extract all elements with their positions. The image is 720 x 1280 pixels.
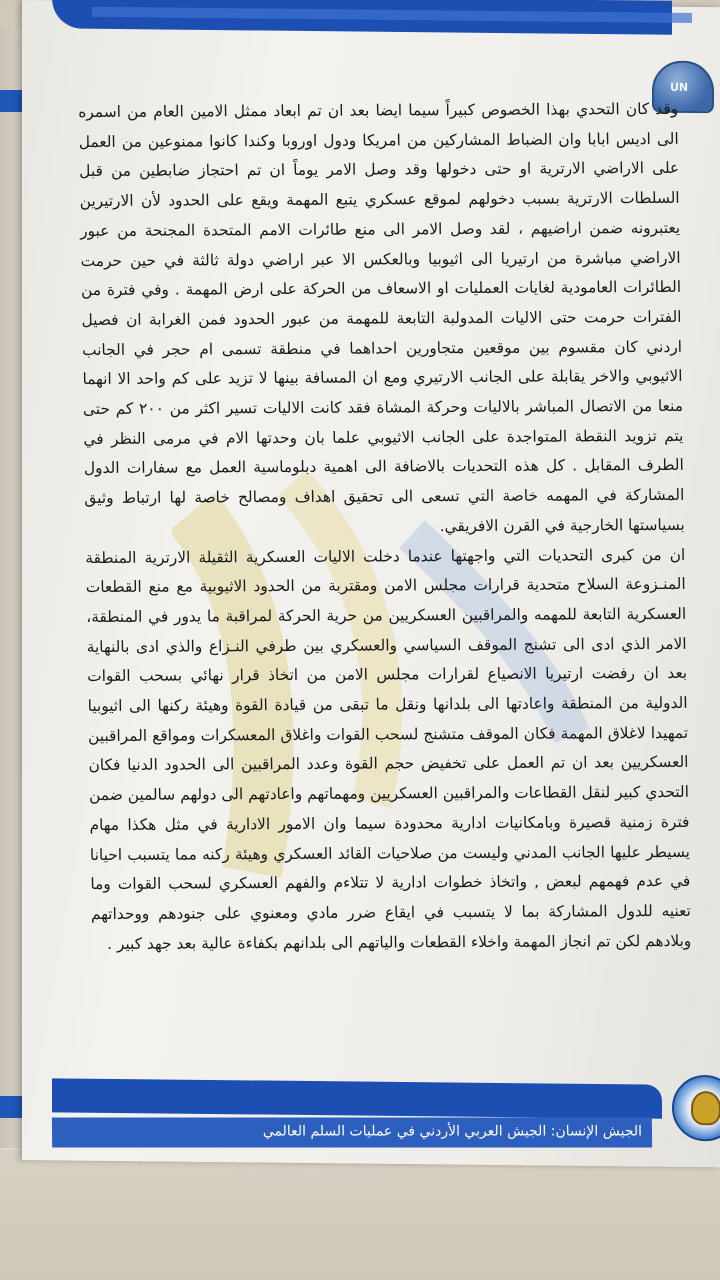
surface-below-page <box>0 1150 720 1280</box>
header-stripe-highlight <box>92 7 692 23</box>
header-stripe <box>52 0 672 35</box>
paragraph-1: وقد كان التحدي بهذا الخصوص كبيراً سيما ايضا بعد ان تم ابعاد ممثل الامين العام من اسمره الى اديس ابابا وان الضباط المشاركين من امريكا ودول اوروبا وكندا كانوا ممنوعين من العمل على الاراضي الارترية او حتى دخولها وقد وصل الامر يوماً ان تم احتجاز ضابطين من قبل السلطات الارترية بسبب دخولهم لموقع عسكري يتبع المهمة ويقع على الحدود لأن الارتيرين يعتبرونه ضمن اراضيهم ، لقد وصل الامر الى منع طائرات الامم المتحدة المجنحة من عبور الاراضي مباشرة من ارتيريا الى اثيوبيا وبالعكس الا عبر اراضي دولة ثالثة في حين حرمت الطائرات العامودية لغايات العمليات او الاسعاف من الحركة على ارض المهمة . وفي فترة من الفترات حرمت حتى الاليات المدولبة التابعة للمهمة من عبور الحدود فمن الغرابة ان فصيل اردني كان مقسوم بين موقعين متجاورين احداهما في منطقة تسمى ام حجر في الجانب الاثيوبي والاخر يقابلة على الجانب الارتيري ومع ان المسافة بينها لا تزيد على كم واحد الا انهما منعا من الاتصال المباشر بالاليات وحركة المشاة فقد كانت الاليات تسير اكثر من ٢٠٠ كم حتى يتم تزويد النقطة المتواجدة على الجانب الاثيوبي علما بان وحدتها الام في مرمى النظر في الطرف المقابل . كل هذه التحديات بالاضافة الى اهمية دبلوماسية العمل مع سفارات الدول المشاركة في المهمه خاصة التي تسعى الى تحقيق اهداف ومصالح خاصة لها ارتباط وثيق بسياستها الخارجية في القرن الافريقي. <box>78 99 685 536</box>
body-text <box>78 95 691 960</box>
army-emblem-icon <box>672 1075 720 1142</box>
paragraph-2: ان من كبرى التحديات التي واجهتها عندما دخلت الاليات العسكرية الثقيلة الارترية المنطقة المنـزوعة السلاح متحدية قرارات مجلس الامن ومقتربة من الحدود الاثيوبية مع منع القطعات العسكرية التابعة للمهمه والمراقبين العسكريين من حرية الحركة لمراقبة ما يدور في المنطقة، الامر الذي ادى الى تشنج الموقف السياسي والعسكري بين طرفي النـزاع والذي ادى بالنهاية بعد ان رفضت ارتيريا الانصياع لقرارات مجلس الامن من اتخاذ قرار نهائي بسحب القوات الدولية من المنطقة واعادتها الى بلدانها ونقل ما تبقى من قيادة القوة وهيئة ركنها الى اثيوبيا تمهيدا لاغلاق المهمة فكان الموقف متشنج لسحب القوات واغلاق المعسكرات ومواقع المراقبين العسكريين بعد ان تم العمل على تخفيض حجم القوة وعدد المراقبين الى الحدود الدنيا فكان التحدي كبير لنقل القطاعات والمراقبين العسكريين ومهماتهم واعادتهم الى دولهم سالمين ضمن فترة زمنية قصيرة وبامكانيات ادارية محدودة سيما وان الامور الادارية في مثل هكذا مهام يسيطر عليها الجانب المدني وليست من صلاحيات القائد العسكري وهيئة ركنه مما يتسبب احيانا في عدم فهمهم لبعض , واتخاذ خطوات ادارية لا تتلاءم والفهم العسكري لسحب القوات وما تعنيه للدول المشاركة بما لا يتسبب في ايقاع ضرر مادي ومعنوي على جنودهم ووحداتهم وبلادهم لكن تم انجاز المهمة واخلاء القطعات والياتهم الى بلدانهم بكفاءة عالية بعد جهد كبير . <box>85 545 692 953</box>
footer-stripe <box>52 1078 662 1118</box>
footer-title: الجيش الإنسان: الجيش العربي الأردني في عمليات السلم العالمي <box>262 1123 643 1140</box>
book-page <box>22 0 720 1167</box>
helmet-label: UN <box>670 80 689 94</box>
emblem-crest <box>691 1091 720 1125</box>
footer-title-strip <box>52 1117 652 1147</box>
